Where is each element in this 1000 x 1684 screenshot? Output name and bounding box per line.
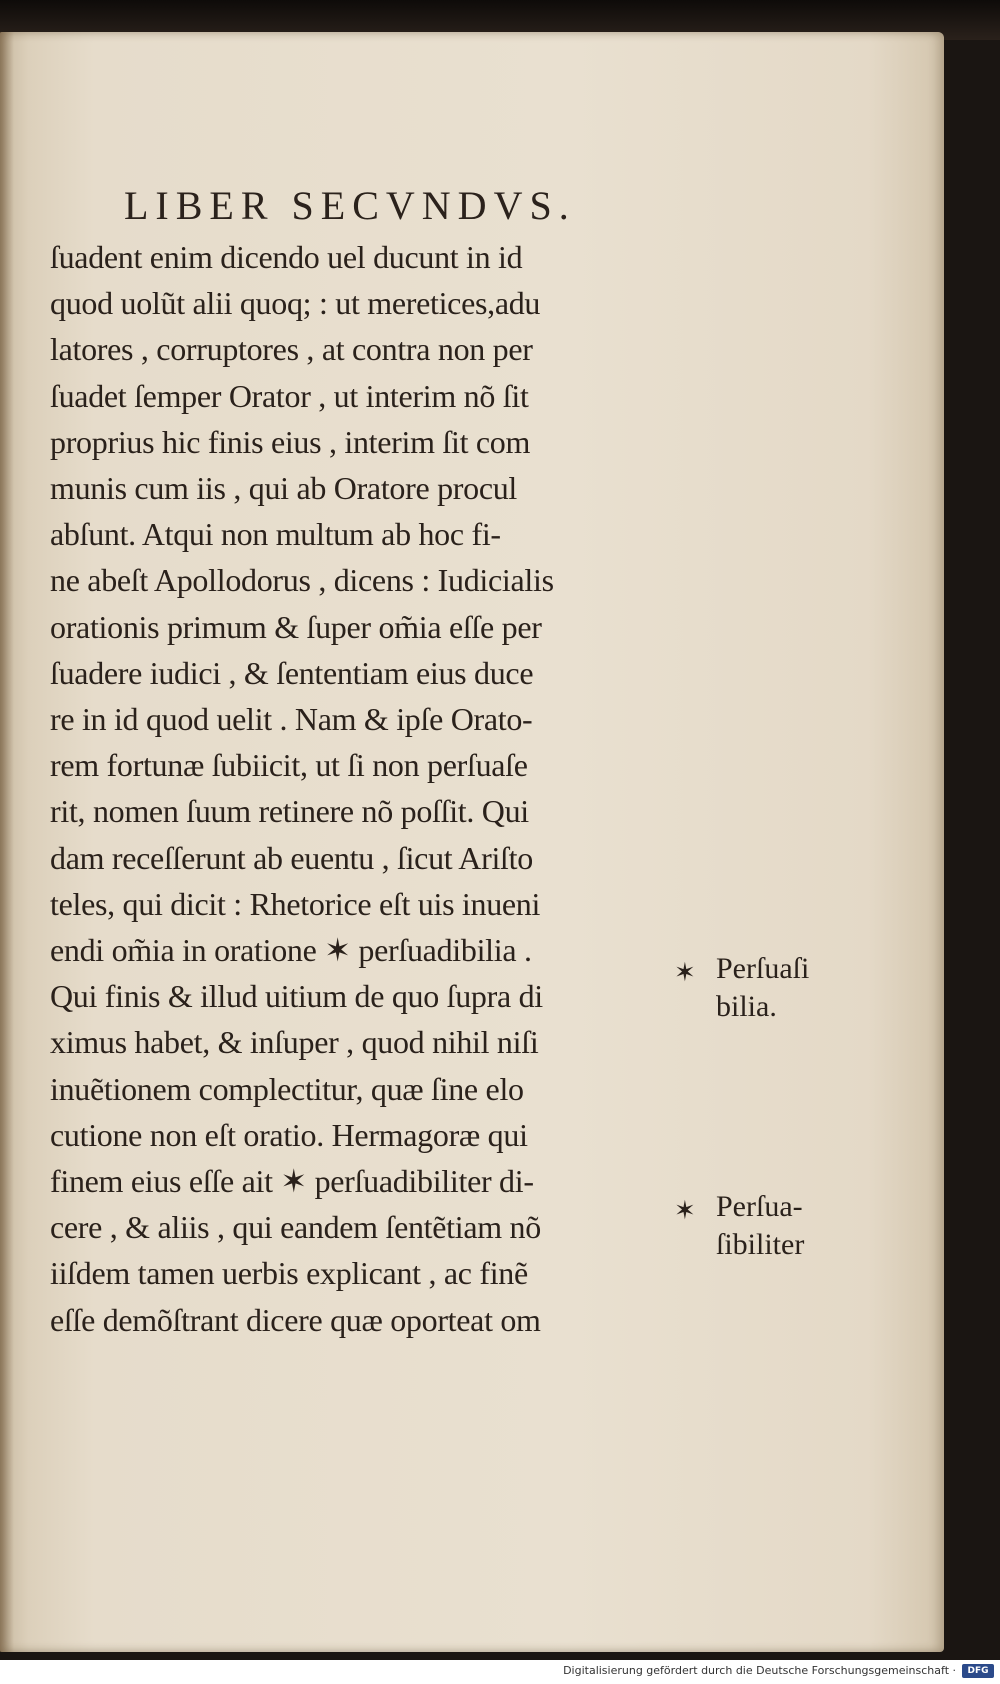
funding-credit: Digitalisierung gefördert durch die Deutsche Forschungsgemeinschaft · — [563, 1664, 956, 1677]
text-line: quod uolũt alii quoq; : ut meretices,adu — [50, 285, 541, 322]
text-line: iiſdem tamen uerbis explicant , ac finẽ — [50, 1255, 528, 1292]
text-line: ſuadent enim dicendo uel ducunt in id — [50, 239, 523, 275]
marginal-note-line: bilia. — [716, 990, 777, 1023]
text-line: ſuadet ſemper Orator , ut interim nõ ſit — [50, 377, 529, 414]
main-text-block — [50, 234, 690, 1343]
running-head: LIBER SECVNDVS. — [124, 183, 576, 228]
text-line: Qui finis & illud uitium de quo ſupra di — [50, 978, 543, 1015]
marginal-note — [674, 950, 810, 1026]
asterisk-mark-icon: ✶ — [674, 1196, 696, 1225]
text-line: ximus habet, & inſuper , quod nihil niſi — [50, 1024, 539, 1061]
gutter-shadow — [0, 32, 14, 1652]
text-line: cere , & aliis , qui eandem ſentẽtiam nõ — [50, 1209, 541, 1246]
text-line: orationis primum & ſuper om̃ia eſſe per — [50, 608, 542, 645]
text-line: rem fortunæ ſubiicit, ut ſi non perſuaſe — [50, 747, 528, 784]
text-line: ne abeſt Apollodorus , dicens : Iudicialis — [50, 562, 554, 599]
text-line: abſunt. Atqui non multum ab hoc fi- — [50, 516, 501, 553]
text-line: endi om̃ia in oratione ✶ perſuadibilia . — [50, 932, 532, 969]
text-line: eſſe demõſtrant dicere quæ oporteat om — [50, 1301, 541, 1338]
text-line: finem eius eſſe ait ✶ perſuadibiliter di- — [50, 1163, 534, 1200]
text-line: teles, qui dicit : Rhetorice eſt uis inueni — [50, 885, 541, 922]
digitization-footer — [0, 1660, 1000, 1684]
text-line: ſuadere iudici , & ſententiam eius duce — [50, 654, 534, 691]
text-line: proprius hic finis eius , interim ſit com — [50, 423, 531, 460]
marginal-note — [674, 1188, 805, 1264]
book-page — [0, 32, 944, 1652]
text-line: dam receſſerunt ab euentu , ſicut Ariſto — [50, 839, 533, 876]
text-line: latores , corruptores , at contra non per — [50, 331, 533, 368]
dfg-logo-icon: DFG — [962, 1664, 994, 1678]
text-line: cutione non eſt oratio. Hermagoræ qui — [50, 1116, 528, 1153]
text-line: inuẽtionem complectitur, quæ ſine elo — [50, 1070, 524, 1107]
marginal-note-line: ſibiliter — [716, 1228, 805, 1261]
marginal-note-line: Perſua- — [716, 1190, 803, 1223]
text-line: rit, nomen ſuum retinere nõ poſſit. Qui — [50, 793, 529, 830]
marginal-note-line: Perſuaſi — [716, 952, 810, 985]
asterisk-mark-icon: ✶ — [674, 958, 696, 987]
text-line: munis cum iis , qui ab Oratore procul — [50, 470, 518, 507]
text-line: re in id quod uelit . Nam & ipſe Orato- — [50, 701, 533, 738]
